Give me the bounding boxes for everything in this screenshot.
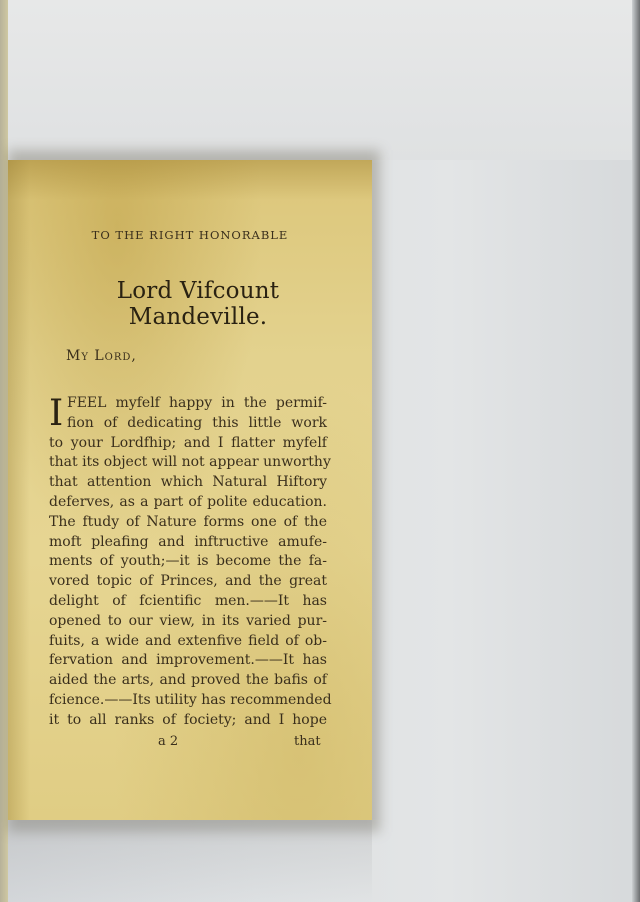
book-page — [8, 160, 372, 820]
text-line: deferves, as a part of polite education. — [49, 493, 327, 510]
scanner-edge — [632, 0, 640, 902]
catchword: that — [294, 734, 321, 749]
text-line: fervation and improvement.——It has — [49, 652, 327, 669]
text-line: ments of youth;—it is become the fa- — [49, 553, 327, 570]
background-top — [0, 0, 640, 160]
text-line: vored topic of Princes, and the great — [49, 573, 327, 590]
signature-mark: a 2 — [158, 734, 179, 749]
drop-cap: I — [49, 393, 64, 434]
dedication-line: TO THE RIGHT HONORABLE — [91, 228, 289, 242]
text-line: FEEL myfelf happy in the permif- — [67, 395, 327, 411]
page-bottom-shadow — [8, 820, 372, 902]
adjacent-page-edge — [0, 0, 8, 902]
page-title: Lord Vifcount Mandeville. — [116, 278, 280, 330]
text-line: that its object will not appear unworthy — [49, 454, 331, 471]
text-line: The ftudy of Nature forms one of the — [49, 513, 327, 530]
text-line: that attention which Natural Hiftory — [49, 474, 327, 491]
text-line: fuits, a wide and extenfive field of ob- — [49, 632, 327, 649]
text-line: aided the arts, and proved the bafis of — [49, 672, 327, 689]
text-line: fion of dedicating this little work — [67, 414, 327, 431]
text-line: to your Lordfhip; and I flatter myfelf — [49, 434, 327, 451]
text-line: it to all ranks of fociety; and I hope — [49, 711, 327, 728]
text-line: moft pleafing and inftructive amufe- — [49, 533, 327, 550]
text-line: fcience.——Its utility has recommended — [49, 691, 332, 708]
body-text — [49, 394, 332, 731]
salutation: My Lord, — [66, 348, 137, 364]
text-line: opened to our view, in its varied pur- — [49, 612, 327, 629]
text-line: delight of fcientific men.——It has — [49, 592, 327, 609]
